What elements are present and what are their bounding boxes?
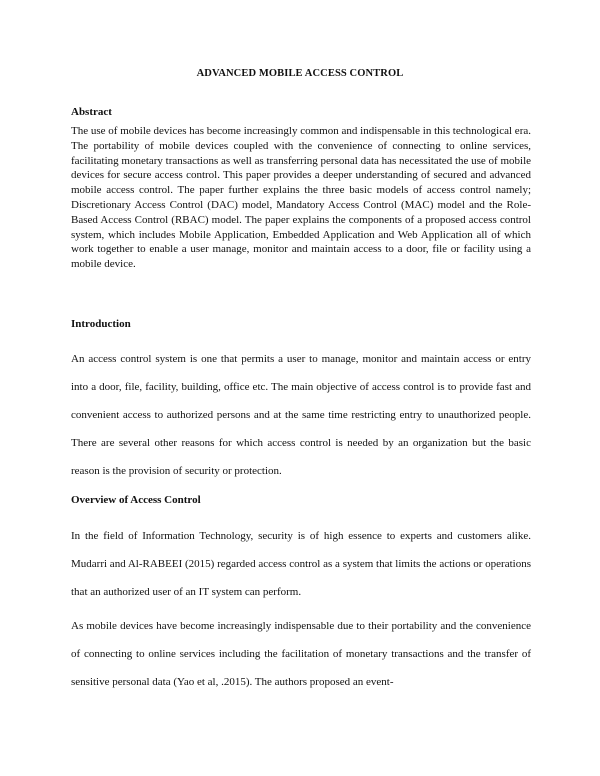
introduction-heading: Introduction: [71, 318, 131, 330]
overview-paragraph-2: As mobile devices have become increasingly indispensable due to their portability and the convenience of connecting to online services including the facilitation of monetary transactions and the transfer of sensitive personal data (Yao et al, .2015). The authors proposed an event-: [71, 620, 531, 688]
introduction-paragraph: An access control system is one that permits a user to manage, monitor and maintain access or entry into a door, file, facility, building, office etc. The main objective of access control is to provide fast and convenient access to authorized persons and at the same time restricting entry to unauthorized people. There are several other reasons for which access control is needed by an organization but the basic reason is the provision of security or protection.: [71, 353, 531, 477]
overview-heading: Overview of Access Control: [71, 494, 201, 506]
abstract-heading: Abstract: [71, 106, 112, 118]
paper-title: ADVANCED MOBILE ACCESS CONTROL: [196, 68, 404, 79]
overview-paragraph-1: In the field of Information Technology, security is of high essence to experts and customers alike. Mudarri and Al-RABEEI (2015) regarded access control as a system that limits the actions or operations that an authorized user of an IT system can perform.: [71, 530, 531, 598]
abstract-paragraph: The use of mobile devices has become increasingly common and indispensable in this technological era. The portability of mobile devices coupled with the convenience of connecting to online services, facilitating monetary transactions as well as transferring personal data has necessitated the use of mobile devices for secure access control. This paper provides a deeper understanding of secured and advanced mobile access control. The paper further explains the three basic models of access control namely; Discretionary Access Control (DAC) model, Mandatory Access Control (MAC) model and the Role-Based Access Control (RBAC) model. The paper explains the components of a proposed access control system, which includes Mobile Application, Embedded Application and Web Application all of which work together to enable a user manage, monitor and maintain access to a door, file or facility using a mobile device.: [71, 125, 532, 271]
